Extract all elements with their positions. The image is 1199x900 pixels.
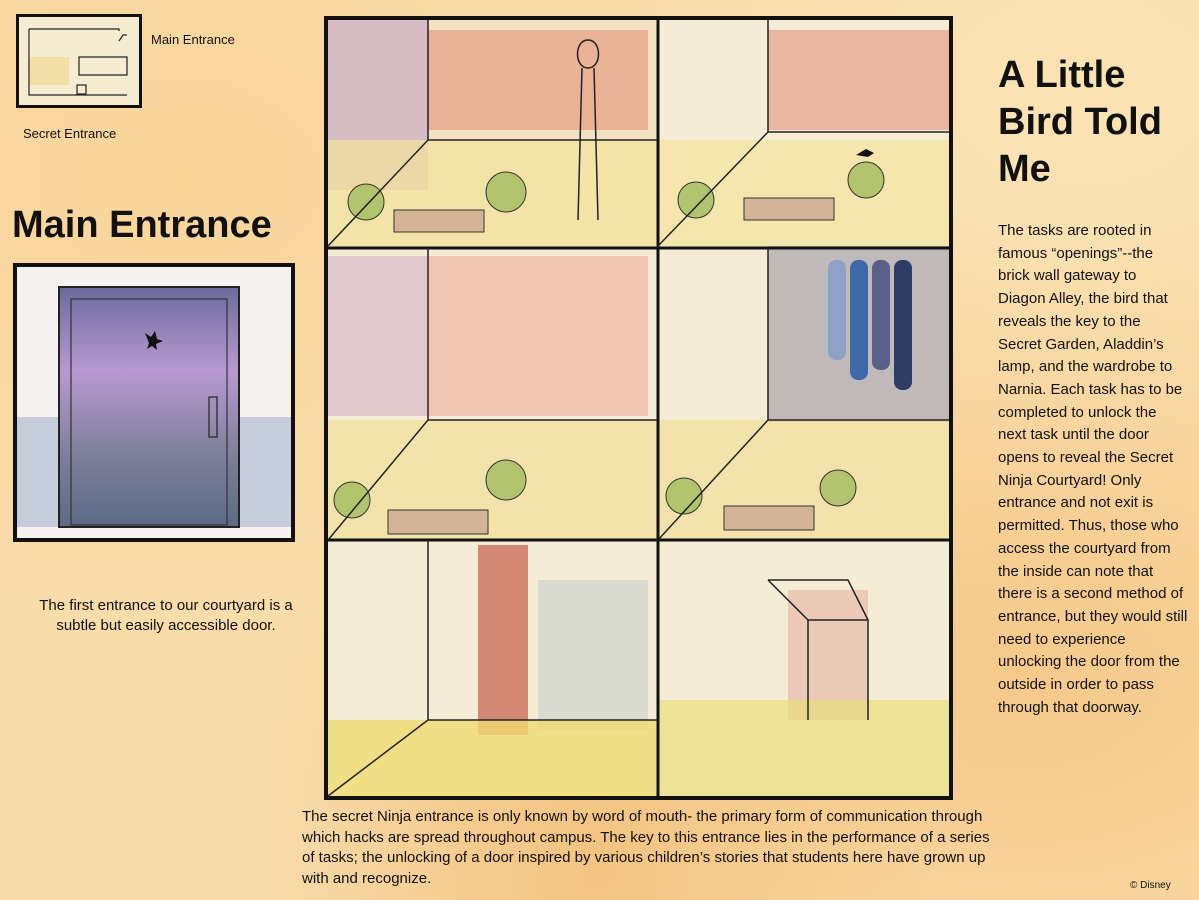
main-entrance-door-image (13, 263, 295, 542)
main-entrance-title: Main Entrance (12, 204, 272, 246)
minimap-sketch (19, 17, 139, 105)
story-title: A Little Bird Told Me (998, 54, 1162, 190)
courtyard-minimap (16, 14, 142, 108)
secret-entrance-caption: The secret Ninja entrance is only known by word of mouth- the primary form of communication through which hacks are spread throughout campus. The key to this entrance lies in the performance of a series of tasks; the unlocking of a door inspired by various children’s stories that students here have grown up with and recognize. (302, 808, 990, 887)
secret-entrance-comic (324, 16, 953, 800)
main-entrance-caption: The first entrance to our courtyard is a subtle but easily accessible door. (39, 597, 293, 634)
minimap-main-entrance-label: Main Entrance (151, 32, 235, 47)
minimap-secret-entrance-label: Secret Entrance (23, 126, 117, 141)
story-body: The tasks are rooted in famous “openings”--the brick wall gateway to Diagon Alley, the bird that reveals the key to the Secret Garden, Aladdin’s lamp, and the wardrobe to Narnia. Each task has to be completed to unlock the next task until the door opens to reveal the Secret Ninja Courtyard! Only entrance and not exit is permitted. Thus, those who access the courtyard from the inside can note that there is a second method of entrance, but they would still need to experience unlocking the door from the outside in order to pass through that doorway. (998, 222, 1188, 716)
copyright-notice: © Disney (1130, 880, 1171, 891)
